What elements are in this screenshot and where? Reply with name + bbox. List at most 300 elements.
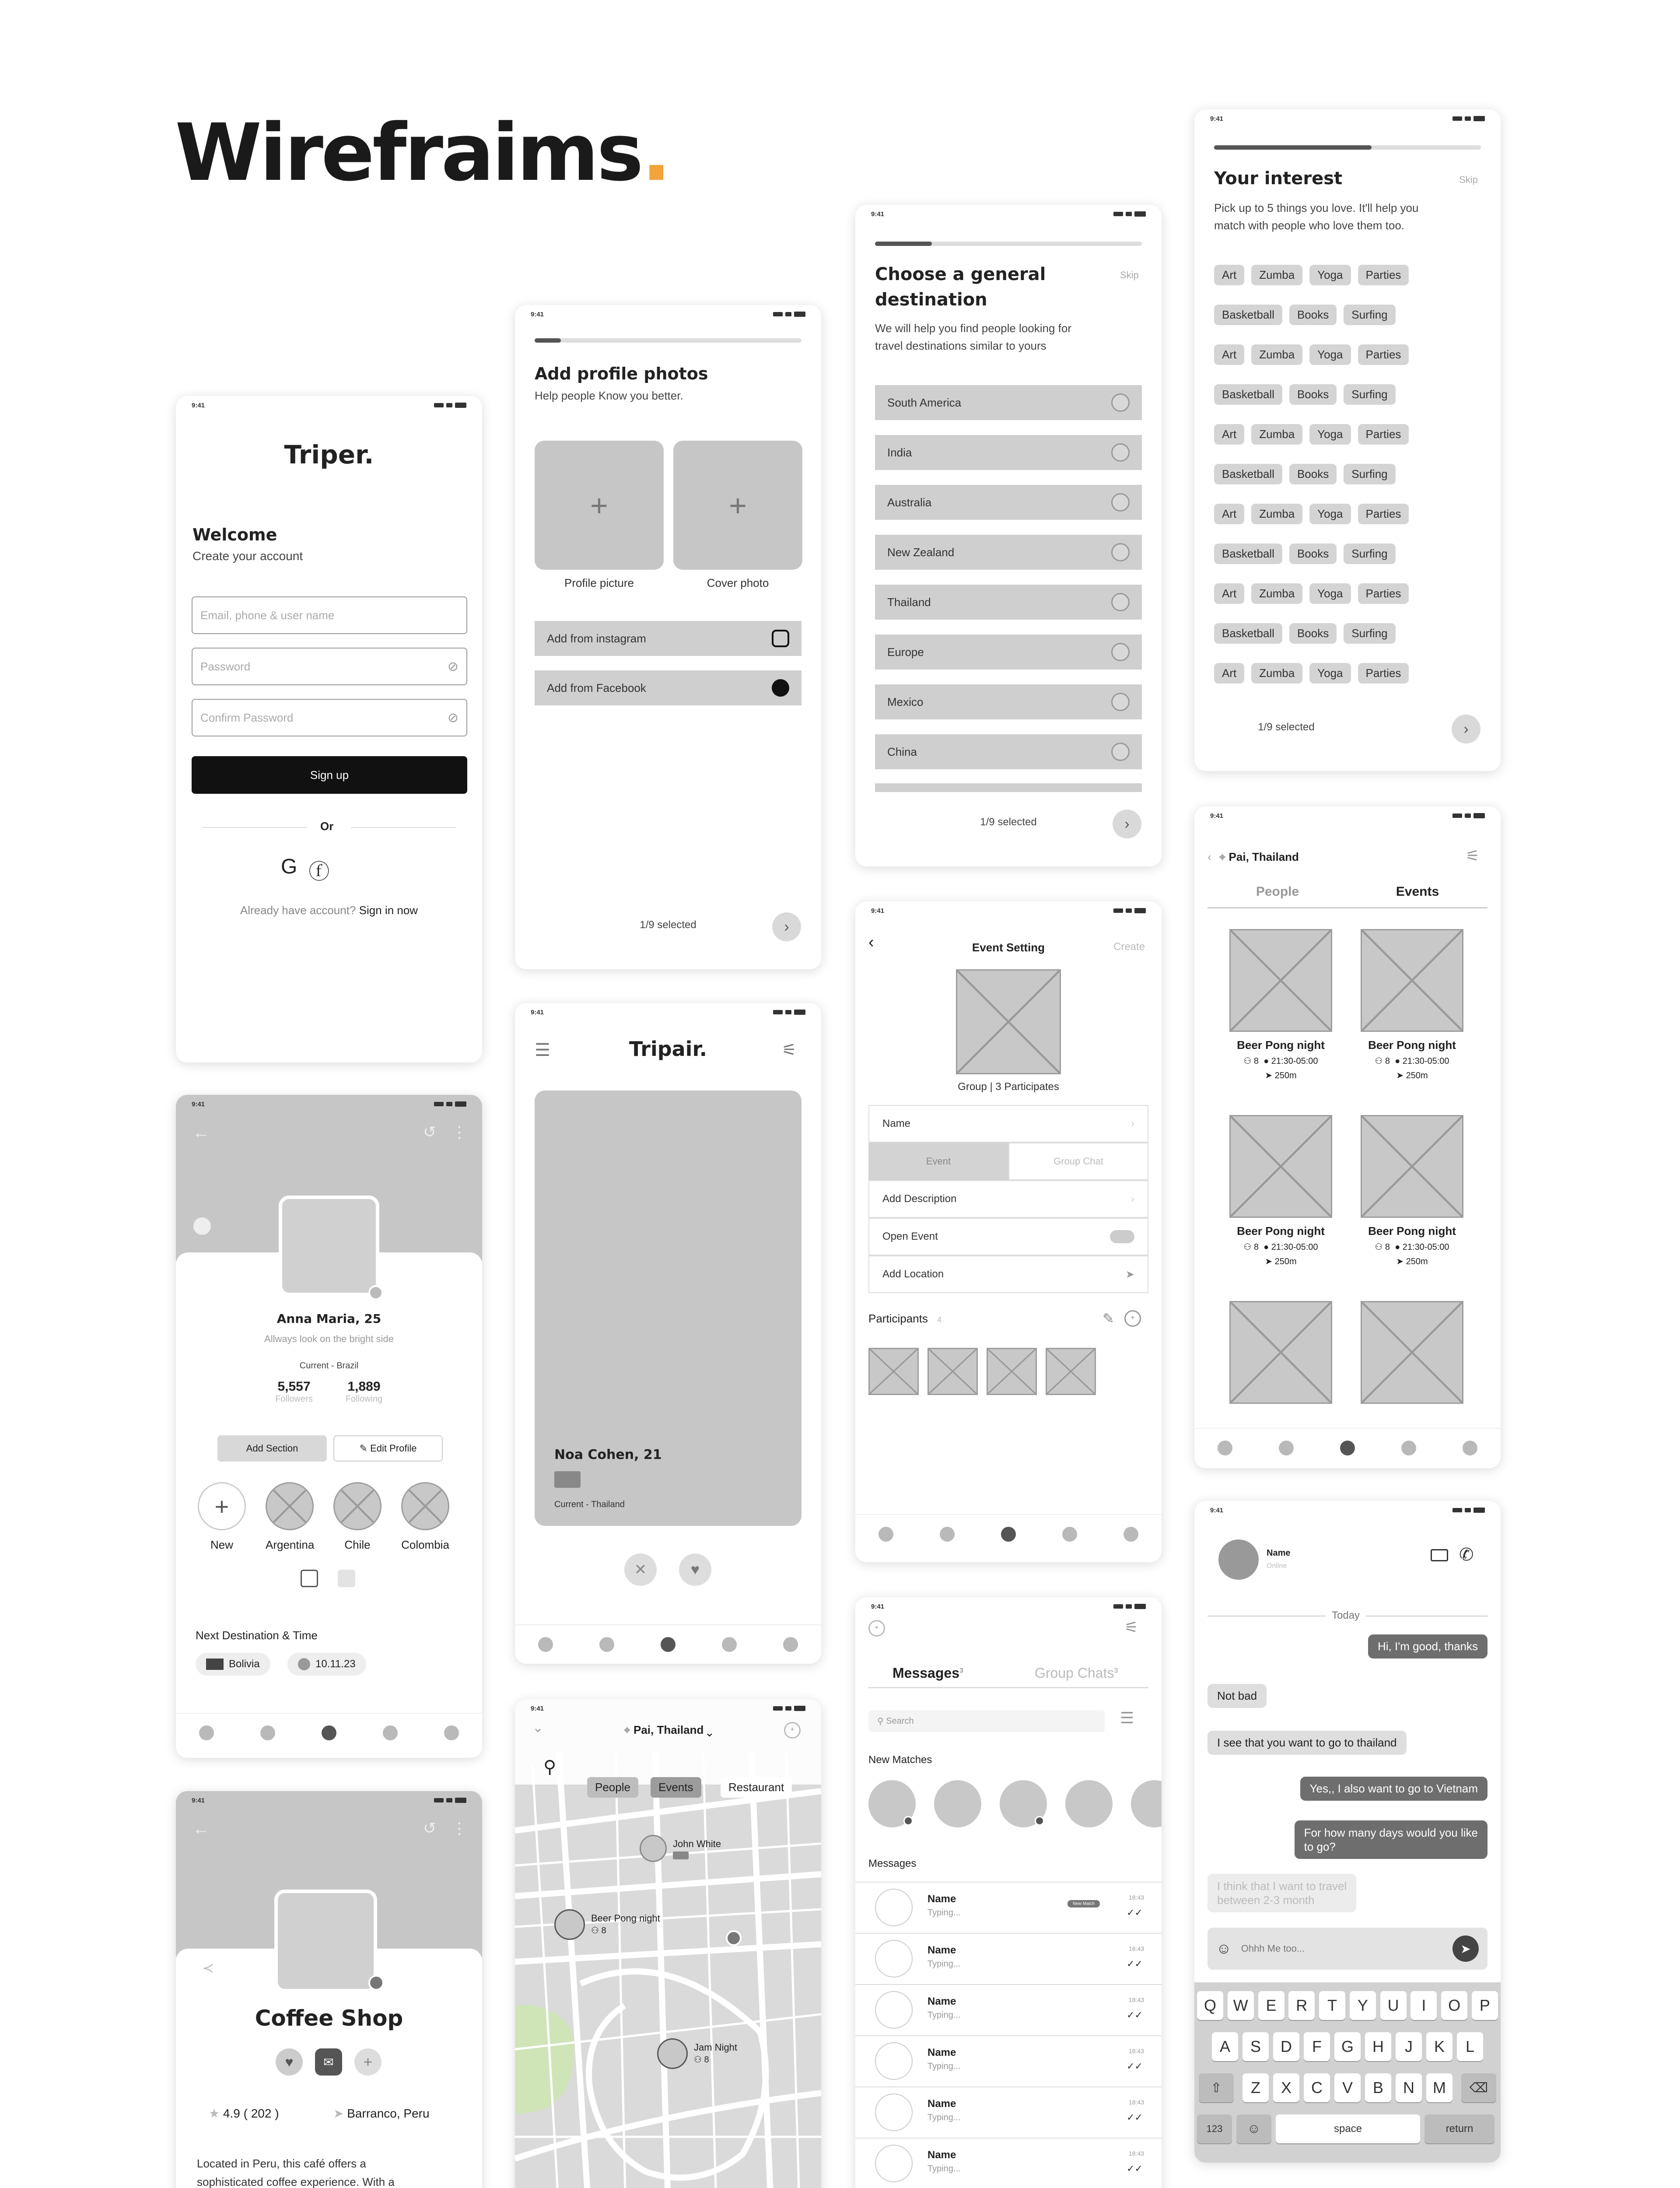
pin-tag <box>673 1851 689 1859</box>
contact-name: Name <box>1267 1548 1291 1558</box>
key-row-4 <box>1197 2114 1498 2143</box>
option-australia[interactable]: Australia <box>875 485 1142 520</box>
interest-chip[interactable]: Zumba <box>1251 583 1302 604</box>
participant-avatar[interactable] <box>868 1348 919 1395</box>
interest-chip[interactable]: Surfing <box>1344 384 1395 405</box>
globe-icon[interactable] <box>322 1725 336 1740</box>
group-image[interactable] <box>956 969 1061 1074</box>
star-icon: ★ <box>209 2107 223 2120</box>
user-icon[interactable] <box>878 1527 893 1542</box>
place-image <box>401 1482 449 1530</box>
eye-off-icon[interactable]: ⊘ <box>447 659 458 674</box>
history-icon[interactable]: ↺ <box>423 1819 437 1837</box>
search-input[interactable]: ⚲ Search <box>868 1710 1105 1732</box>
filter-icon[interactable]: ⚟ <box>1124 1618 1139 1636</box>
welcome-subtitle: Create your account <box>192 549 303 563</box>
letter-key[interactable]: B <box>1365 2073 1391 2102</box>
next-button[interactable]: › <box>1113 810 1141 838</box>
tab-messages[interactable]: Messages$^3$ <box>892 1665 963 1681</box>
toggle-switch[interactable] <box>1110 1230 1134 1243</box>
signin-prompt: Already have account? Sign in now <box>240 904 418 917</box>
conversation-item[interactable] <box>855 1882 1162 1933</box>
eye-off-icon[interactable]: ⊘ <box>447 710 458 725</box>
interest-chip[interactable]: Books <box>1289 464 1337 484</box>
user-icon[interactable] <box>199 1725 214 1740</box>
numbers-key[interactable]: 123 <box>1197 2114 1232 2143</box>
welcome-heading: Welcome <box>192 525 277 544</box>
conversation-name: Name <box>928 1944 956 1956</box>
letter-key[interactable]: O <box>1441 1991 1467 2020</box>
messages-screen <box>855 1597 1162 2188</box>
contact-avatar[interactable] <box>1218 1539 1259 1580</box>
key-row-3 <box>1197 2073 1498 2102</box>
event-image[interactable] <box>1361 1301 1463 1404</box>
letter-key[interactable]: X <box>1273 2073 1299 2102</box>
dest-chip[interactable]: Bolivia <box>196 1653 270 1676</box>
location-header[interactable]: ‹ ⌖ Pai, Thailand <box>1208 850 1299 863</box>
interest-chip[interactable]: Zumba <box>1251 424 1302 445</box>
add-icon[interactable]: + <box>868 1620 885 1637</box>
radio-button[interactable] <box>1111 493 1130 512</box>
option-europe[interactable]: Europe <box>875 635 1142 670</box>
avatar <box>875 2145 913 2182</box>
interest-chip[interactable]: Art <box>1214 583 1244 604</box>
signal-icons <box>1113 1604 1146 1609</box>
edit-icon[interactable]: ✎ <box>1102 1311 1114 1326</box>
profile-tab-icon[interactable] <box>301 1570 318 1587</box>
interest-chip[interactable]: Yoga <box>1309 504 1351 524</box>
location-field[interactable]: Add Location ➤ <box>868 1255 1148 1293</box>
interest-chip[interactable]: Basketball <box>1214 464 1282 484</box>
destination-screen <box>855 205 1162 866</box>
add-section-button[interactable]: Add Section <box>217 1435 327 1462</box>
letter-key[interactable]: A <box>1212 2032 1238 2061</box>
message-sent: Yes,, I also want to go to Vietnam <box>1300 1777 1488 1801</box>
radio-button[interactable] <box>1111 443 1130 462</box>
chip-row <box>1214 344 1485 365</box>
match-avatar[interactable] <box>1000 1780 1047 1827</box>
keyboard <box>1194 1982 1501 2163</box>
grid-icon[interactable] <box>599 1637 614 1652</box>
chip-row <box>1214 583 1485 604</box>
option-thailand[interactable]: Thailand <box>875 585 1142 620</box>
emoji-key[interactable]: ☺ <box>1236 2114 1271 2143</box>
next-button[interactable]: › <box>1452 715 1480 743</box>
radio-button[interactable] <box>1111 393 1130 412</box>
letter-key[interactable]: E <box>1258 1991 1284 2020</box>
letter-key[interactable]: F <box>1304 2032 1330 2061</box>
grid-tab-icon[interactable] <box>338 1570 355 1587</box>
name-field[interactable]: Name › <box>868 1105 1148 1143</box>
feed-screen <box>515 1003 821 1664</box>
flag-icon <box>206 1659 224 1670</box>
heart-button[interactable]: ♥ <box>276 2048 303 2076</box>
interest-chip[interactable]: Art <box>1214 424 1244 445</box>
globe-icon[interactable] <box>1001 1527 1016 1542</box>
conversation-item[interactable] <box>855 2035 1162 2086</box>
backspace-key[interactable]: ⌫ <box>1461 2073 1496 2102</box>
option-india[interactable]: India <box>875 435 1142 470</box>
interest-chip[interactable]: Zumba <box>1251 663 1302 684</box>
message-received: I see that you want to go to thailand <box>1208 1731 1407 1755</box>
place-argentina[interactable]: Argentina <box>266 1482 314 1552</box>
interest-chip[interactable]: Surfing <box>1344 305 1395 325</box>
participant-avatar[interactable] <box>928 1348 978 1395</box>
message-input[interactable]: ☺ Ohhh Me too... ➤ <box>1208 1928 1488 1970</box>
bottom-nav <box>855 1514 1162 1553</box>
phone-call-icon[interactable]: ✆ <box>1459 1545 1474 1564</box>
place-image <box>266 1482 314 1530</box>
event-title: Beer Pong night <box>1237 1224 1325 1238</box>
signal-icons <box>1452 116 1485 121</box>
plus-icon: + <box>198 1482 246 1530</box>
status-bar: 9:41 <box>515 1003 821 1021</box>
description: Located in Peru, this café offers a sophisticated coffee experience. With a <box>197 2157 395 2188</box>
camera-icon[interactable] <box>193 1217 211 1235</box>
place-location: ➤ Barranco, Peru <box>333 2107 430 2120</box>
filter-icon[interactable]: ⚟ <box>1466 847 1480 865</box>
place-chile[interactable]: Chile <box>333 1482 382 1552</box>
avatar-pin <box>640 1835 667 1862</box>
event-card-info <box>1229 1224 1332 1267</box>
participant-avatar[interactable] <box>1046 1348 1096 1395</box>
event-setting-screen <box>855 901 1162 1562</box>
interest-chip[interactable]: Parties <box>1358 424 1409 445</box>
onboarding-progress <box>1214 145 1481 150</box>
letter-key[interactable]: J <box>1396 2032 1422 2061</box>
page-title: Your interest <box>1214 168 1343 189</box>
interest-chip[interactable]: Parties <box>1358 265 1409 285</box>
signal-icons <box>1113 211 1146 217</box>
pencil-icon: ✎ <box>359 1443 371 1454</box>
radio-button[interactable] <box>1111 593 1130 611</box>
add-icon[interactable]: + <box>784 1722 801 1739</box>
interest-chip[interactable]: Yoga <box>1309 265 1351 285</box>
google-icon[interactable]: G <box>281 855 298 878</box>
interest-chip[interactable]: Basketball <box>1214 384 1282 405</box>
tab-events[interactable]: Events <box>1396 884 1439 899</box>
match-avatar[interactable] <box>1065 1780 1113 1827</box>
radio-button[interactable] <box>1111 693 1130 711</box>
profile-bio: Allways look on the bright side <box>264 1333 394 1344</box>
conversation-preview: Typing... <box>928 2062 961 2071</box>
user-icon[interactable] <box>538 1637 553 1652</box>
facebook-icon[interactable]: ⓕ <box>308 860 330 884</box>
grid-icon[interactable] <box>260 1725 275 1740</box>
avatar[interactable] <box>279 1196 379 1296</box>
tab-people[interactable]: People <box>1256 884 1299 899</box>
chip-row <box>1214 424 1485 445</box>
app-logo: Triper. <box>284 440 374 470</box>
chat-icon[interactable] <box>783 1637 798 1652</box>
event-pin <box>657 2038 688 2069</box>
status-bar: 9:41 <box>176 1095 482 1113</box>
matches-row <box>868 1780 1162 1827</box>
space-key[interactable]: space <box>1276 2114 1420 2143</box>
match-avatar[interactable] <box>934 1780 981 1827</box>
location-selector[interactable]: ⌖ Pai, Thailand ⌄ <box>624 1723 712 1736</box>
bottom-nav <box>1194 1428 1501 1467</box>
option-new-zealand[interactable]: New Zealand <box>875 535 1142 570</box>
letter-key[interactable]: U <box>1380 1991 1407 2020</box>
interest-chip[interactable]: Art <box>1214 504 1244 524</box>
add-participant-icon[interactable]: + <box>1124 1310 1141 1327</box>
letter-key[interactable]: P <box>1472 1991 1498 2020</box>
option-mexico[interactable]: Mexico <box>875 684 1142 719</box>
interest-chip[interactable]: Yoga <box>1309 663 1351 684</box>
interest-chip[interactable]: Yoga <box>1309 424 1351 445</box>
interest-chip[interactable]: Zumba <box>1251 504 1302 524</box>
bottom-nav <box>176 1713 482 1752</box>
card-badge <box>554 1471 581 1488</box>
plus-icon: + <box>729 488 747 522</box>
status-bar: 9:41 <box>176 1791 482 1809</box>
dislike-button[interactable]: ✕ <box>624 1553 657 1586</box>
letter-key[interactable]: D <box>1273 2032 1299 2061</box>
radio-button[interactable] <box>1111 643 1130 661</box>
signin-link[interactable]: Sign in now <box>359 904 418 917</box>
filter-icon[interactable]: ⚟ <box>782 1041 797 1059</box>
interest-chip[interactable]: Parties <box>1358 344 1409 365</box>
signal-icons <box>1452 1508 1485 1513</box>
letter-key[interactable]: Y <box>1350 1991 1376 2020</box>
chevron-down-icon[interactable]: ⌄ <box>532 1721 544 1735</box>
letter-key[interactable]: Q <box>1197 1991 1223 2020</box>
interest-chip[interactable]: Books <box>1289 623 1337 644</box>
pin-icon[interactable] <box>383 1725 398 1740</box>
interest-chip[interactable]: Books <box>1289 305 1337 325</box>
interest-chip[interactable]: Zumba <box>1251 265 1302 285</box>
confirm-password-field[interactable]: Confirm Password ⊘ <box>192 699 467 736</box>
menu-icon[interactable]: ☰ <box>535 1041 550 1060</box>
conversation-item[interactable] <box>855 2086 1162 2138</box>
emoji-icon[interactable]: ☺ <box>1216 1940 1232 1957</box>
facebook-button[interactable]: Add from Facebook <box>535 670 802 705</box>
option-partial <box>875 783 1142 792</box>
event-card-info <box>1229 1038 1332 1081</box>
page-title: Choose a general destination <box>875 264 1046 310</box>
letter-key[interactable]: R <box>1288 1991 1315 2020</box>
filter-restaurant[interactable]: Restaurant <box>721 1777 792 1798</box>
event-image[interactable] <box>1361 929 1463 1032</box>
letter-key[interactable]: V <box>1334 2073 1361 2102</box>
tab-group-chat[interactable]: Group Chat <box>1008 1143 1148 1180</box>
pin-icon[interactable] <box>1401 1441 1416 1455</box>
tabs-underline <box>868 1687 1148 1688</box>
filter-people[interactable]: People <box>587 1777 638 1798</box>
cover-photo-slot[interactable] <box>673 441 802 570</box>
letter-key[interactable]: Z <box>1242 2073 1269 2102</box>
conversation-item[interactable] <box>855 1984 1162 2035</box>
conversation-preview: Typing... <box>928 2010 961 2020</box>
event-image[interactable] <box>1229 1301 1332 1404</box>
interest-chip[interactable]: Basketball <box>1214 623 1282 644</box>
interest-chip[interactable]: Surfing <box>1344 464 1395 484</box>
profile-screen <box>176 1095 482 1758</box>
interest-chip[interactable]: Art <box>1214 663 1244 684</box>
letter-key[interactable]: S <box>1242 2032 1269 2061</box>
more-icon[interactable]: ⋮ <box>452 1123 467 1141</box>
conversation-item[interactable] <box>855 2138 1162 2188</box>
return-key[interactable]: return <box>1424 2114 1494 2143</box>
event-card-info <box>1361 1038 1463 1081</box>
letter-key[interactable]: W <box>1228 1991 1254 2020</box>
next-button[interactable]: › <box>772 912 801 941</box>
match-avatar[interactable] <box>868 1780 916 1827</box>
radio-button[interactable] <box>1111 743 1130 761</box>
signal-icons <box>773 1010 805 1015</box>
place-new[interactable]: + New <box>198 1482 246 1552</box>
conversation-preview: Typing... <box>928 2164 961 2174</box>
filter-events[interactable]: Events <box>651 1777 701 1798</box>
password-field[interactable]: Password ⊘ <box>192 648 467 685</box>
skip-link[interactable]: Skip <box>1459 174 1478 185</box>
back-icon[interactable]: ← <box>192 1819 210 1838</box>
interest-chip[interactable]: Zumba <box>1251 344 1302 365</box>
letter-key[interactable]: N <box>1396 2073 1422 2102</box>
email-field[interactable]: Email, phone & user name <box>192 596 467 634</box>
key-row-1 <box>1197 1991 1498 2020</box>
letter-key[interactable]: H <box>1365 2032 1391 2061</box>
globe-icon[interactable] <box>1340 1441 1355 1455</box>
page-subtitle: Help people Know you better. <box>535 389 683 402</box>
interest-chip[interactable]: Basketball <box>1214 543 1282 564</box>
avatar <box>875 1991 913 2029</box>
chat-icon[interactable] <box>444 1725 459 1740</box>
selected-count: 1/9 selected <box>1258 721 1315 733</box>
skip-link[interactable]: Skip <box>1120 270 1139 281</box>
radio-button[interactable] <box>1111 543 1130 561</box>
user-icon[interactable] <box>1218 1441 1232 1455</box>
back-icon[interactable]: ‹ <box>868 933 874 951</box>
option-south-america[interactable]: South America <box>875 385 1142 420</box>
signal-icons <box>434 1101 466 1107</box>
place-image[interactable] <box>274 1890 377 1992</box>
instagram-button[interactable]: Add from instagram <box>535 621 802 656</box>
pin-icon[interactable] <box>1062 1527 1077 1542</box>
event-image[interactable] <box>1361 1115 1463 1218</box>
video-call-icon[interactable] <box>1431 1549 1448 1561</box>
letter-key[interactable]: T <box>1319 1991 1345 2020</box>
conversation-preview: Typing... <box>928 1959 961 1969</box>
conversation-name: Name <box>928 2149 956 2161</box>
edit-profile-button[interactable]: ✎ Edit Profile <box>333 1435 443 1462</box>
share-icon[interactable]: ≺ <box>202 1960 214 1976</box>
cover-photo-label: Cover photo <box>707 576 769 589</box>
status-bar: 9:41 <box>1194 109 1501 128</box>
tab-group-chats[interactable]: Group Chats$^3$ <box>1035 1665 1118 1681</box>
followers-count: 5,557 Followers <box>275 1379 313 1404</box>
send-icon[interactable]: ➤ <box>1452 1936 1479 1962</box>
tab-event[interactable]: Event <box>868 1143 1008 1180</box>
interest-chip[interactable]: Art <box>1214 344 1244 365</box>
participant-avatar[interactable] <box>987 1348 1037 1395</box>
event-image[interactable] <box>1229 929 1332 1032</box>
interest-chip[interactable]: Books <box>1289 384 1337 405</box>
letter-key[interactable]: M <box>1426 2073 1452 2102</box>
letter-key[interactable]: L <box>1457 2032 1483 2061</box>
grid-icon[interactable] <box>940 1527 955 1542</box>
clock-icon <box>298 1658 310 1670</box>
interest-chip[interactable]: Surfing <box>1344 543 1395 564</box>
letter-key[interactable]: G <box>1334 2032 1361 2061</box>
message-time: 18:43 <box>1129 2048 1144 2055</box>
interest-chip[interactable]: Art <box>1214 265 1244 285</box>
interest-chip[interactable]: Yoga <box>1309 344 1351 365</box>
interest-screen <box>1194 109 1501 771</box>
profile-photo-label: Profile picture <box>564 576 634 589</box>
group-label: Group | 3 Participates <box>958 1081 1059 1093</box>
rating: ★ 4.9 ( 202 ) <box>209 2107 279 2120</box>
signup-button[interactable]: Sign up <box>192 756 467 794</box>
search-icon: ⚲ <box>877 1716 886 1726</box>
page-subtitle: Pick up to 5 things you love. It'll help you match with people who love them too. <box>1214 201 1419 232</box>
read-receipt-icon: ✓✓ <box>1127 1907 1143 1918</box>
match-avatar[interactable] <box>1131 1780 1162 1827</box>
letter-key[interactable]: C <box>1304 2073 1330 2102</box>
back-icon[interactable]: ← <box>192 1123 210 1142</box>
interest-chip[interactable]: Yoga <box>1309 583 1351 604</box>
event-meta: ⚇ 8 ● 21:30-05:00 <box>1375 1242 1449 1252</box>
profile-photo-slot[interactable] <box>535 441 664 570</box>
chat-icon[interactable] <box>1124 1527 1138 1542</box>
message-time: 18:43 <box>1129 2150 1144 2157</box>
chat-icon[interactable] <box>1463 1441 1477 1455</box>
globe-icon[interactable] <box>661 1637 676 1652</box>
description-field[interactable]: Add Description › <box>868 1180 1148 1218</box>
letter-key[interactable]: K <box>1426 2032 1452 2061</box>
grid-icon[interactable] <box>1279 1441 1294 1455</box>
signal-icons <box>773 1706 805 1711</box>
chip-row <box>1214 504 1485 524</box>
history-icon[interactable]: ↺ <box>423 1123 437 1141</box>
like-button[interactable]: ♥ <box>679 1553 711 1586</box>
add-button[interactable]: + <box>354 2048 382 2076</box>
date-chip[interactable]: 10.11.23 <box>287 1653 366 1676</box>
signup-screen <box>176 396 482 1062</box>
pin-icon[interactable] <box>722 1637 737 1652</box>
interest-chip[interactable]: Parties <box>1358 504 1409 524</box>
tabs-underline <box>1208 907 1488 908</box>
chip-row <box>1214 384 1485 405</box>
interest-chip[interactable]: Books <box>1289 543 1337 564</box>
conversation-item[interactable] <box>855 1933 1162 1984</box>
create-button[interactable]: Create <box>1113 941 1145 953</box>
place-colombia[interactable]: Colombia <box>401 1482 449 1552</box>
places-row <box>198 1482 449 1552</box>
search-icon[interactable]: ⚲ <box>543 1757 556 1777</box>
map-screen: 9:41 ⌄ ⌖ Pai, Thailand ⌄ + ⚲ People Events Restaurant John White Beer Pong night ⚇ 8 Jam Night ⚇ 8 <box>515 1699 821 2188</box>
event-image[interactable] <box>1229 1115 1332 1218</box>
event-distance: ➤ 250m <box>1265 1071 1297 1080</box>
chip-row <box>1214 265 1485 285</box>
facebook-icon <box>772 679 789 697</box>
option-china[interactable]: China <box>875 734 1142 769</box>
bottom-nav <box>515 1624 821 1664</box>
interest-chip[interactable]: Parties <box>1358 663 1409 684</box>
contact-status: Online <box>1267 1562 1287 1570</box>
message-button[interactable]: ✉ <box>315 2048 342 2076</box>
more-icon[interactable]: ⋮ <box>452 1819 467 1837</box>
letter-key[interactable]: I <box>1410 1991 1437 2020</box>
shift-key[interactable]: ⇧ <box>1199 2073 1234 2102</box>
chevron-left-icon[interactable]: ‹ <box>1208 850 1211 863</box>
interest-chip[interactable]: Surfing <box>1344 623 1395 644</box>
following-count: 1,889 Following <box>345 1379 383 1404</box>
list-options-icon[interactable]: ☰ <box>1120 1709 1134 1727</box>
interest-chip[interactable]: Basketball <box>1214 305 1282 325</box>
interest-chip[interactable]: Parties <box>1358 583 1409 604</box>
